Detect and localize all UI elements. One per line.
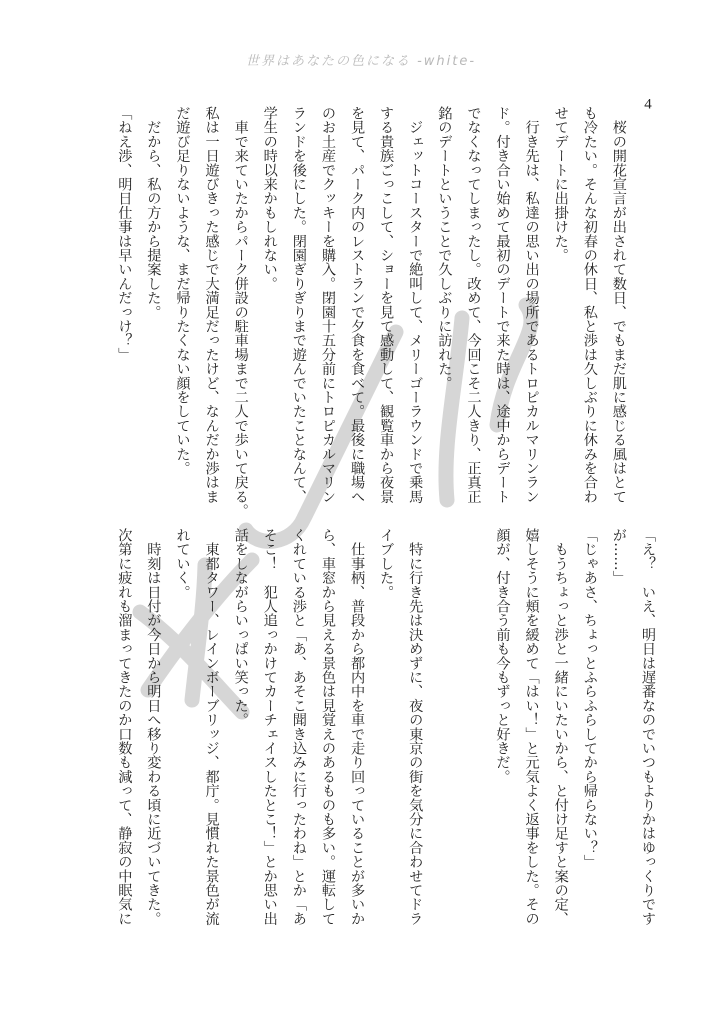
text-column: 桜の開花宣言が出されて数日、でもまだ肌に感じる風はとて (610, 106, 627, 504)
text-column: を見て、パーク内のレストランで夕食を食べて。最後に職場へ (349, 106, 366, 504)
text-column: 時刻は日付が今日から明日へ移り変わる頃に近づいてきた。 (145, 528, 162, 926)
text-column: ら、車窓から見える景色は見覚えのあるものも多い。運転して (319, 528, 336, 926)
text-column: 東都タワー、レインボーブリッジ、都庁。見慣れた景色が流 (203, 528, 220, 926)
chapter-number: 4 (644, 97, 652, 112)
text-column: そこ！ 犯人追っかけてカーチェイスしたとこ！」とか思い出 (261, 528, 278, 926)
text-column: 特に行き先は決めずに、夜の東京の街を気分に合わせてドラ (407, 528, 424, 926)
text-column: ジェットコースターで絶叫して、メリーゴーラウンドで乗馬 (407, 106, 424, 504)
text-column: だから、私の方から提案した。 (145, 106, 162, 319)
text-column: 仕事柄、普段から都内中を車で走り回っていることが多いか (349, 528, 366, 926)
body-text-bottom (109, 528, 662, 926)
text-column: 次第に疲れも溜まってきたのか口数も減って、静寂の中眠気に (116, 528, 133, 926)
scene-break-blank (458, 528, 487, 926)
text-column: せてデートに出掛けた。 (552, 106, 569, 263)
body-text-top (109, 97, 662, 518)
text-column: イブした。 (378, 528, 395, 599)
text-column: 話をしながらいっぱい笑った。 (232, 528, 249, 727)
text-column: 「え？ いえ、明日は遅番なのでいつもよりかはゆっくりです (640, 528, 656, 926)
text-column: する貴族ごっこして、ショーを見て感動して、観覧車から夜景 (378, 106, 395, 504)
text-column: 「じゃあさ、ちょっとふらふらしてから帰らない？」 (581, 528, 598, 869)
text-column: でなくなってしまったし。改めて、今回こそ二人きり、正真正 (465, 106, 482, 504)
text-column: だ遊び足りないような、まだ帰りたくない顔をしていた。 (174, 106, 191, 476)
text-column: れていく。 (174, 528, 191, 599)
text-column: が……」 (610, 528, 627, 585)
text-column: 嬉しそうに頬を緩めて「はい！」と元気よく返事をした。その (523, 528, 540, 926)
text-column: 行き先は、私達の思い出の場所であるトロピカルマリンラン (523, 106, 540, 504)
text-column: ド。付き合い始めて最初のデートで来た時は、途中からデート (494, 106, 511, 504)
text-column: 顔が、付き合う前も今もずっと好きだ。 (494, 528, 511, 784)
text-column: も冷たい。そんな初春の休日、私と渉は久しぶりに休みを合わ (581, 106, 598, 504)
text-column: のお土産でクッキーを購入。閉園十五分前にトロピカルマリン (319, 106, 336, 504)
running-header: 世界はあなたの色になる -white- (245, 54, 477, 69)
text-column: 私は一日遊びきった感じで大満足だったけど、なんだか渉はま (203, 106, 220, 504)
chapter-heading (633, 97, 662, 504)
text-column: 「ねえ渉、明日仕事は早いんだっけ？」 (116, 106, 133, 362)
scene-break-blank (429, 528, 458, 926)
text-column: 銘のデートということで久しぶりに訪れた。 (436, 106, 453, 390)
text-column: もうちょっと渉と一緒にいたいから、と付け足すと案の定、 (552, 528, 569, 926)
text-column: くれている渉と「あ、あそこ聞き込みに行ったわね」とか「あ (290, 528, 307, 926)
text-column: 車で来ていたからパーク併設の駐車場まで二人で歩いて戻る。 (232, 106, 249, 518)
text-column: ランドを後にした。閉園ぎりぎりまで遊んでいたことなんて、 (290, 106, 307, 504)
text-column: 学生の時以来かもしれない。 (261, 106, 278, 291)
